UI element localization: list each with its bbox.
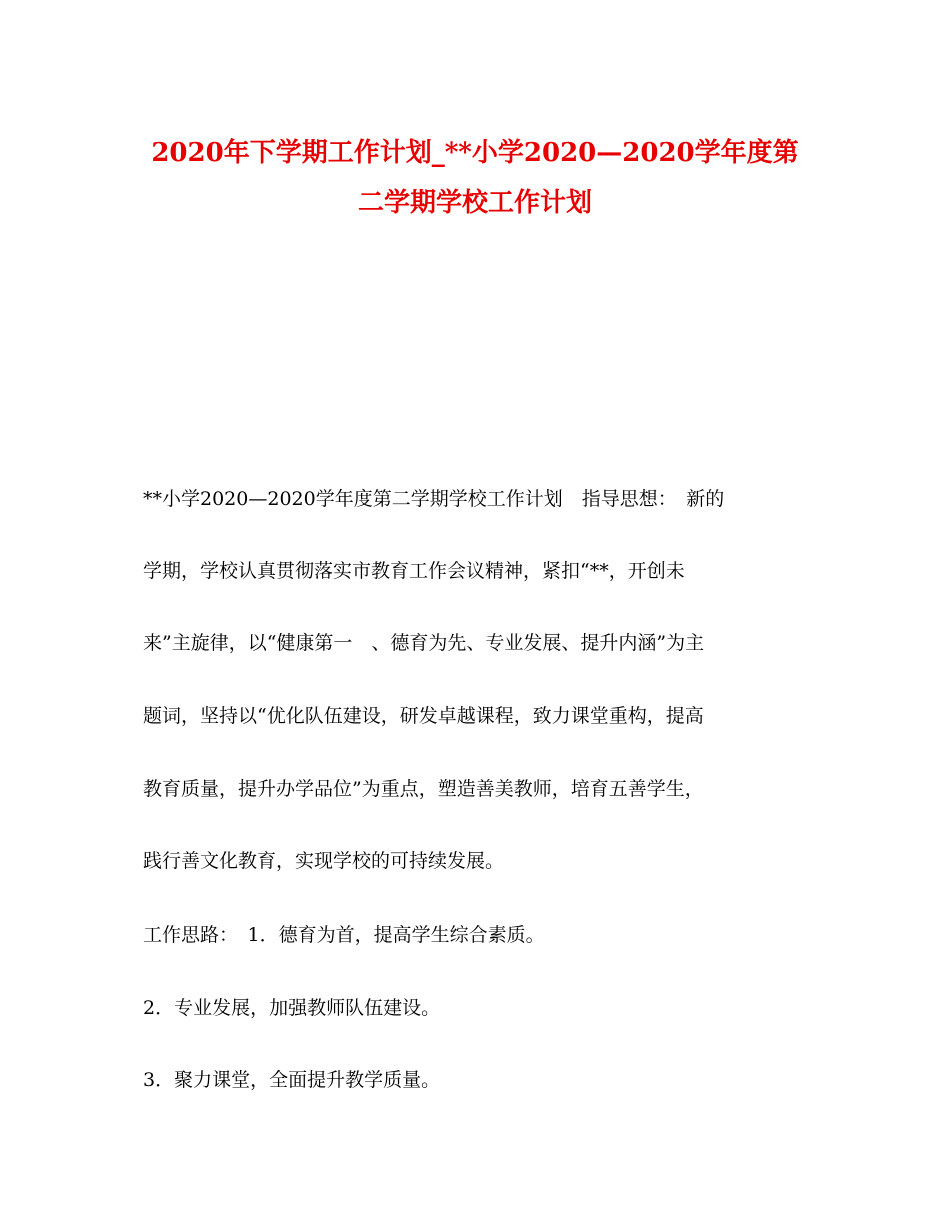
body-line-8: 2．专业发展，加强教师队伍建设。: [143, 997, 441, 1019]
body-line-7: 工作思路： 1．德育为首，提高学生综合素质。: [143, 924, 545, 946]
body-line-2: 学期，学校认真贯彻落实市教育工作会议精神，紧扣“**，开创未: [143, 560, 685, 582]
body-line-6: 践行善文化教育，实现学校的可持续发展。: [143, 850, 505, 872]
body-line-3: 来”主旋律，以“健康第一 、德育为先、专业发展、提升内涵”为主: [143, 632, 705, 654]
body-line-9: 3．聚力课堂，全面提升教学质量。: [143, 1069, 441, 1091]
title-line-2: 二学期学校工作计划: [357, 188, 592, 218]
body-line-5: 教育质量，提升办学品位”为重点，塑造善美教师，培育五善学生，: [143, 778, 704, 800]
document-title: [120, 128, 830, 228]
title-line-1: 2020年下学期工作计划_**小学2020—2020学年度第: [151, 138, 799, 168]
body-line-1: **小学2020—2020学年度第二学期学校工作计划 指导思想： 新的: [143, 488, 725, 510]
body-line-4: 题词，坚持以“优化队伍建设，研发卓越课程，致力课堂重构，提高: [143, 705, 704, 727]
